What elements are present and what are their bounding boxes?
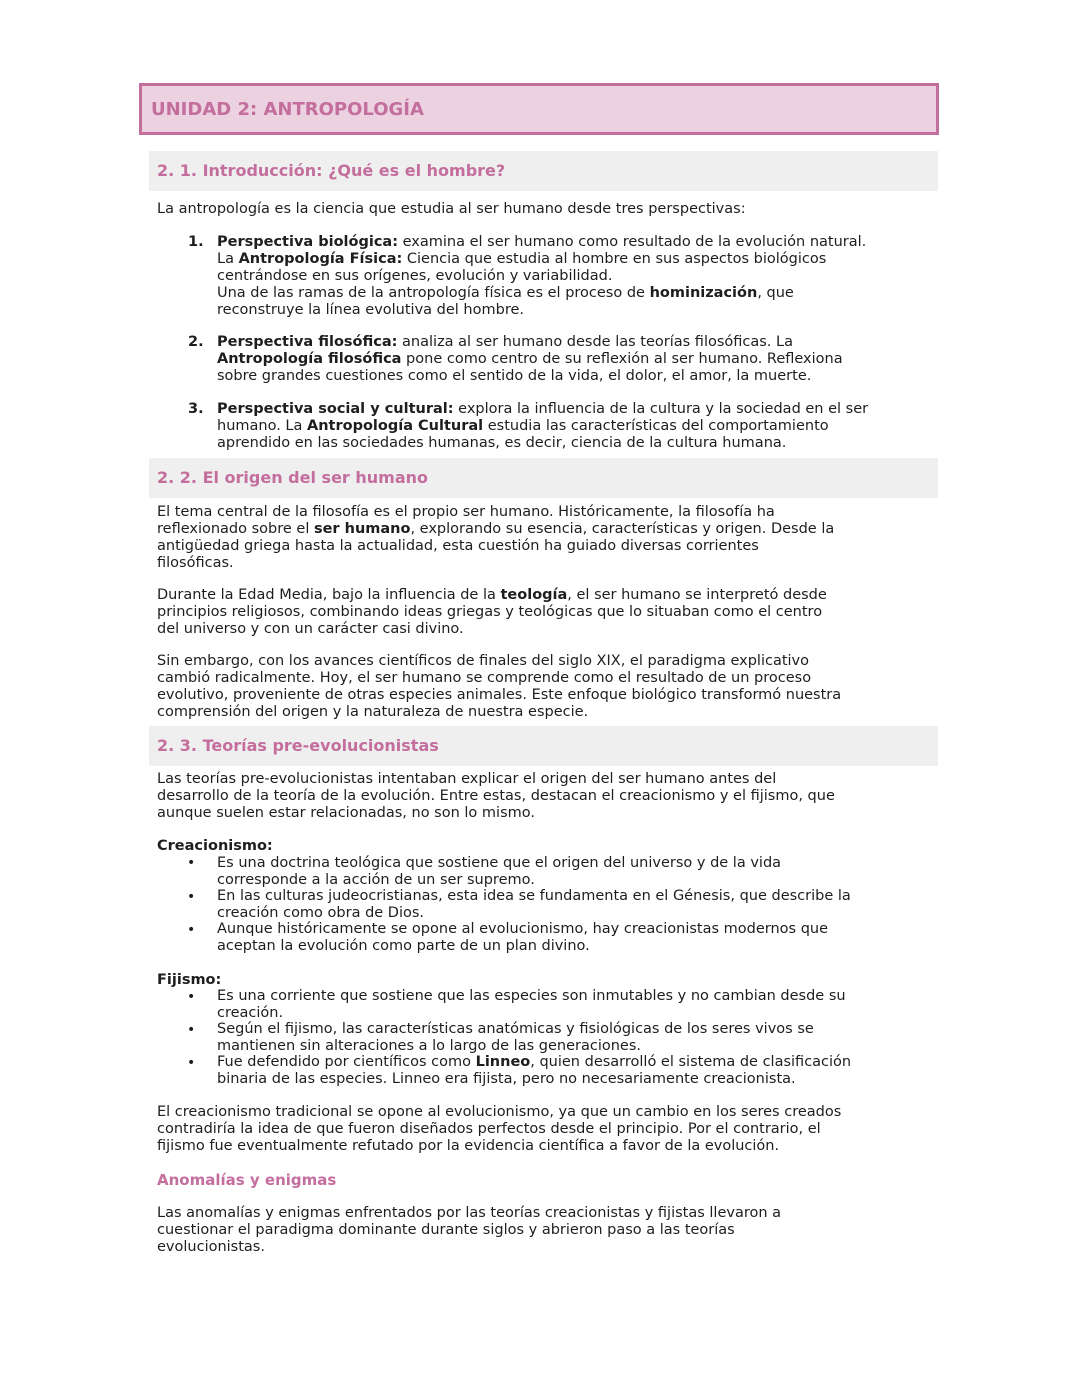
bullet-line: Fue defendido por científicos como Linneo, quien desarrolló el sistema de clasificación — [217, 1054, 852, 1070]
paragraph-line: aunque suelen estar relacionadas, no son lo mismo. — [157, 805, 535, 821]
paragraph-line: principios religiosos, combinando ideas griegas y teológicas que lo situaban como el centro — [157, 604, 823, 620]
paragraph-line: Las teorías pre-evolucionistas intentaban explicar el origen del ser humano antes del — [157, 771, 777, 787]
section-heading-teorias — [149, 726, 938, 766]
paragraph-line: del universo y con un carácter casi divino. — [157, 621, 464, 637]
bullet-line: aceptan la evolución como parte de un plan divino. — [217, 938, 590, 954]
bullet-icon: • — [187, 855, 196, 871]
paragraph-line: El tema central de la filosofía es el propio ser humano. Históricamente, la filosofía ha — [157, 504, 775, 520]
list-item-line: Perspectiva social y cultural: explora la influencia de la cultura y la sociedad en el ser — [217, 401, 869, 417]
paragraph-line: cambió radicalmente. Hoy, el ser humano se comprende como el resultado de un proceso — [157, 670, 812, 686]
section-heading-text: 2. 2. El origen del ser humano — [157, 468, 429, 487]
paragraph-line: Durante la Edad Media, bajo la influencia de la teología, el ser humano se interpretó desde — [157, 587, 827, 603]
paragraph-line: filosóficas. — [157, 555, 234, 571]
list-item-line: Antropología filosófica pone como centro de su reflexión al ser humano. Reflexiona — [217, 351, 843, 367]
paragraph-line: reflexionado sobre el ser humano, explorando su esencia, características y origen. Desde la — [157, 521, 835, 537]
unit-title-box — [139, 83, 939, 135]
bullet-line: creación. — [217, 1005, 284, 1021]
list-item-line: reconstruye la línea evolutiva del hombre. — [217, 302, 524, 318]
list-item-line: humano. La Antropología Cultural estudia las características del comportamiento — [217, 418, 829, 434]
fijismo-label: Fijismo: — [157, 972, 222, 988]
section-heading-origen — [149, 458, 938, 498]
creacionismo-label: Creacionismo: — [157, 838, 273, 854]
paragraph-line: fijismo fue eventualmente refutado por la evidencia científica a favor de la evolución. — [157, 1138, 780, 1154]
bullet-line: Aunque históricamente se opone al evolucionismo, hay creacionistas modernos que — [217, 921, 829, 937]
paragraph-line: evolucionistas. — [157, 1239, 265, 1255]
paragraph-line: desarrollo de la teoría de la evolución. Entre estas, destacan el creacionismo y el fijismo, que — [157, 788, 835, 804]
list-item-line: Perspectiva biológica: examina el ser humano como resultado de la evolución natural. — [217, 234, 867, 250]
list-item-line: centrándose en sus orígenes, evolución y variabilidad. — [217, 268, 613, 284]
list-number: 1. — [188, 234, 204, 250]
list-number: 2. — [188, 334, 204, 350]
paragraph-line: cuestionar el paradigma dominante durante siglos y abrieron paso a las teorías — [157, 1222, 735, 1238]
anomalias-heading: Anomalías y enigmas — [157, 1171, 337, 1189]
bullet-line: Es una corriente que sostiene que las especies son inmutables y no cambian desde su — [217, 988, 846, 1004]
paragraph-line: comprensión del origen y la naturaleza de nuestra especie. — [157, 704, 589, 720]
bullet-icon: • — [187, 989, 196, 1005]
bullet-icon: • — [187, 1055, 196, 1071]
list-number: 3. — [188, 401, 204, 417]
paragraph: La antropología es la ciencia que estudia al ser humano desde tres perspectivas: — [157, 201, 746, 217]
list-item-line: La Antropología Física: Ciencia que estudia al hombre en sus aspectos biológicos — [217, 251, 827, 267]
list-item-line: Una de las ramas de la antropología física es el proceso de hominización, que — [217, 285, 794, 301]
paragraph-line: Sin embargo, con los avances científicos de finales del siglo XIX, el paradigma explicativo — [157, 653, 809, 669]
section-heading-introduccion — [149, 151, 938, 191]
bullet-line: creación como obra de Dios. — [217, 905, 425, 921]
section-heading-text: 2. 3. Teorías pre-evolucionistas — [157, 736, 439, 755]
list-item-line: Perspectiva filosófica: analiza al ser humano desde las teorías filosóficas. La — [217, 334, 793, 350]
list-item-line: sobre grandes cuestiones como el sentido de la vida, el dolor, el amor, la muerte. — [217, 368, 812, 384]
bullet-line: mantienen sin alteraciones a lo largo de las generaciones. — [217, 1038, 641, 1054]
bullet-icon: • — [187, 922, 196, 938]
bullet-icon: • — [187, 1022, 196, 1038]
bullet-line: Es una doctrina teológica que sostiene que el origen del universo y de la vida — [217, 855, 782, 871]
paragraph-line: contradiría la idea de que fueron diseñados perfectos desde el principio. Por el contrario, el — [157, 1121, 821, 1137]
unit-title: UNIDAD 2: ANTROPOLOGÍA — [151, 99, 424, 120]
bullet-line: corresponde a la acción de un ser supremo. — [217, 872, 535, 888]
bullet-line: En las culturas judeocristianas, esta idea se fundamenta en el Génesis, que describe la — [217, 888, 851, 904]
section-heading-text: 2. 1. Introducción: ¿Qué es el hombre? — [157, 161, 506, 180]
paragraph-line: El creacionismo tradicional se opone al evolucionismo, ya que un cambio en los seres creados — [157, 1104, 842, 1120]
paragraph-line: evolutivo, proveniente de otras especies animales. Este enfoque biológico transformó nuestra — [157, 687, 842, 703]
bullet-icon: • — [187, 889, 196, 905]
paragraph-line: antigüedad griega hasta la actualidad, esta cuestión ha guiado diversas corrientes — [157, 538, 759, 554]
bullet-line: Según el fijismo, las características anatómicas y fisiológicas de los seres vivos se — [217, 1021, 814, 1037]
bullet-line: binaria de las especies. Linneo era fijista, pero no necesariamente creacionista. — [217, 1071, 796, 1087]
paragraph-line: Las anomalías y enigmas enfrentados por las teorías creacionistas y fijistas llevaron a — [157, 1205, 782, 1221]
list-item-line: aprendido en las sociedades humanas, es decir, ciencia de la cultura humana. — [217, 435, 787, 451]
